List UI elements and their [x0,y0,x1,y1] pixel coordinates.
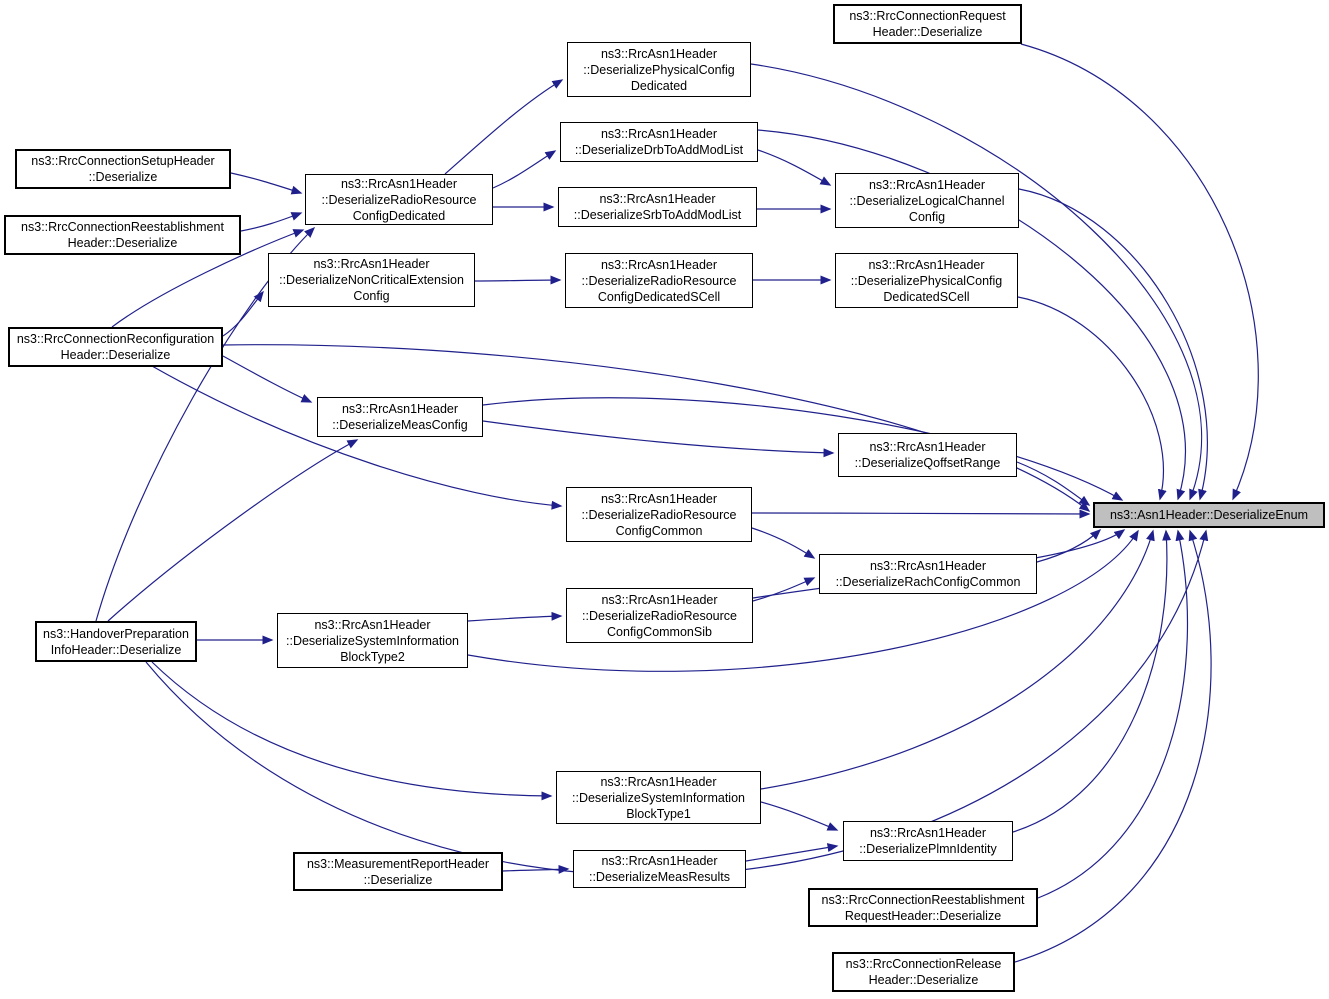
edge-reconfig-to-nonCrit [223,292,263,336]
node-label-line: ::DeserializePhysicalConfig [583,62,735,77]
node-label-line: ns3::RrcConnectionReconfiguration [16,332,215,346]
node-common-sib[interactable] [566,588,753,643]
node-label-line: BlockType2 [340,649,405,664]
node-label-line: ::DeserializeDrbToAddModList [574,143,744,157]
node-label-line: ns3::RrcAsn1Header [340,176,458,191]
node-label-line: ::DeserializeMeasResults [588,870,731,884]
edge-rrcCommon-to-enum [752,513,1089,514]
node-plmn[interactable] [843,821,1013,861]
node-label-line: ns3::RrcConnectionRelease [845,957,1002,971]
node-label-line: ::DeserializePlmnIdentity [859,842,997,856]
node-reest[interactable] [4,215,241,255]
node-label-line: Config [908,209,946,224]
node-label-line: ns3::RrcAsn1Header [600,127,718,141]
edge-sib1-to-plmn [761,802,837,830]
node-phys-ded[interactable] [567,42,751,97]
node-meas-config[interactable] [317,397,483,437]
node-label-line: ns3::RrcAsn1Header [869,826,987,840]
node-label-line: ns3::RrcConnectionReestablishment [821,892,1025,907]
edge-sib2-to-commonSib [468,616,561,621]
node-label-line: ::DeserializeRadioResource [581,507,737,522]
node-non-crit[interactable] [268,253,475,307]
node-label-line: ns3::RrcAsn1Header [599,192,716,206]
node-label-line: Header::Deserialize [868,973,979,987]
node-drb[interactable] [560,122,758,162]
node-meas-results[interactable] [573,850,746,888]
node-enum [1093,502,1325,528]
node-rach[interactable] [819,554,1037,594]
node-label-line: ns3::RrcAsn1Header [600,257,718,272]
node-label-line: ConfigDedicatedSCell [597,289,721,304]
edge-rach-to-enum [1037,530,1100,562]
node-label-line: ns3::RrcAsn1Header [313,257,430,271]
node-label-line: InfoHeader::Deserialize [50,642,182,657]
node-label-line: ns3::RrcAsn1Header [869,440,986,454]
node-label-line: ConfigCommonSib [607,624,712,639]
node-label-line: ns3::RrcAsn1Header [869,559,987,573]
node-reest-req[interactable] [808,888,1038,927]
node-label-line: ns3::RrcConnectionReestablishment [21,220,224,234]
node-label-line: ::DeserializeSystemInformation [286,633,459,648]
node-label-line: ::Deserialize [363,872,433,887]
edge-rrcDed-to-drb [493,151,555,188]
edge-setup-to-rrcDed [231,173,301,193]
node-label-line: ns3::RrcAsn1Header [600,46,718,61]
node-label-line: ns3::RrcConnectionRequest [849,9,1006,23]
node-label-line: ConfigCommon [615,523,703,538]
node-label-line: DedicatedSCell [883,289,970,304]
edge-reestReq-to-enum [1038,531,1187,898]
node-label-line: ns3::RrcAsn1Header [868,177,986,192]
node-label-line: RequestHeader::Deserialize [844,908,1002,923]
node-label-line: ConfigDedicated [352,208,446,223]
node-label-line: ::DeserializeRadioResource [582,608,737,623]
node-label-line: ::DeserializeRadioResource [321,192,477,207]
node-label-line: ns3::RrcAsn1Header [600,774,717,789]
edge-request-to-enum [1021,44,1258,499]
node-rrc-common[interactable] [566,487,752,542]
node-label-line: ns3::RrcConnectionSetupHeader [31,154,215,168]
node-rrc-ded-scell[interactable] [565,253,753,308]
edge-reest-to-rrcDed [241,213,301,231]
node-label-line: Header::Deserialize [67,236,178,250]
node-label-line: ::Deserialize [88,170,158,184]
edge-release-to-enum [1015,531,1211,962]
edge-rrcDed-to-physDed [445,80,562,174]
edge-reconfig-to-measConfig [223,356,311,402]
node-request[interactable] [833,4,1022,44]
node-label-line: BlockType1 [626,806,691,821]
node-label-line: ns3::RrcAsn1Header [601,854,718,868]
node-label-line: ::DeserializePhysicalConfig [850,273,1003,288]
node-label-line: Dedicated [630,78,688,93]
node-phys-ded-scell[interactable] [835,253,1018,308]
node-label-line: ns3::RrcAsn1Header [314,617,431,632]
node-reconfig[interactable] [8,327,223,367]
edge-commonSib-to-rach [753,578,814,601]
node-setup[interactable] [15,149,231,189]
node-label-line: ns3::RrcAsn1Header [868,257,985,272]
edge-rrcCommon-to-rach [752,528,814,558]
edge-measResults-to-plmn [746,846,837,861]
node-release[interactable] [832,952,1015,992]
node-label-line: ns3::RrcAsn1Header [601,592,718,607]
node-label-line: ns3::Asn1Header::DeserializeEnum [1109,508,1309,522]
node-rrc-ded[interactable] [305,174,493,225]
node-label-line: ::DeserializeLogicalChannel [849,193,1005,208]
node-label-line: ::DeserializeSrbToAddModList [573,208,742,222]
node-label-line: Header::Deserialize [60,348,171,362]
edge-drb-to-logChan [758,150,830,185]
node-label-line: ns3::RrcAsn1Header [341,402,459,416]
node-handover[interactable] [35,621,197,662]
node-label-line: ::DeserializeMeasConfig [332,418,468,432]
node-log-chan[interactable] [835,173,1019,228]
node-label-line: ::DeserializeRadioResource [581,273,737,288]
node-label-line: ::DeserializeNonCriticalExtension [279,273,464,287]
node-label-line: ::DeserializeQoffsetRange [854,456,1001,470]
edge-measConfig-to-qoffset [483,421,833,453]
node-qoffset[interactable] [838,433,1017,477]
node-label-line: Config [353,289,390,303]
node-label-line: ::DeserializeSystemInformation [572,790,745,805]
node-label-line: ns3::RrcAsn1Header [600,491,718,506]
node-sib1[interactable] [556,771,761,824]
node-meas-report[interactable] [293,852,503,891]
node-label-line: Header::Deserialize [872,25,983,39]
node-label-line: ::DeserializeRachConfigCommon [835,575,1021,589]
node-label-line: ns3::HandoverPreparation [43,626,189,641]
edge-measConfig-to-enum [483,398,1122,500]
node-sib2[interactable] [277,613,468,668]
node-label-line: ns3::MeasurementReportHeader [306,856,490,871]
edge-handover-to-measConfig [108,440,357,621]
edge-nonCrit-to-rrcDedSCell [475,280,560,281]
edge-physDedSCell-to-enum [1018,297,1163,499]
node-srb[interactable] [558,187,757,227]
